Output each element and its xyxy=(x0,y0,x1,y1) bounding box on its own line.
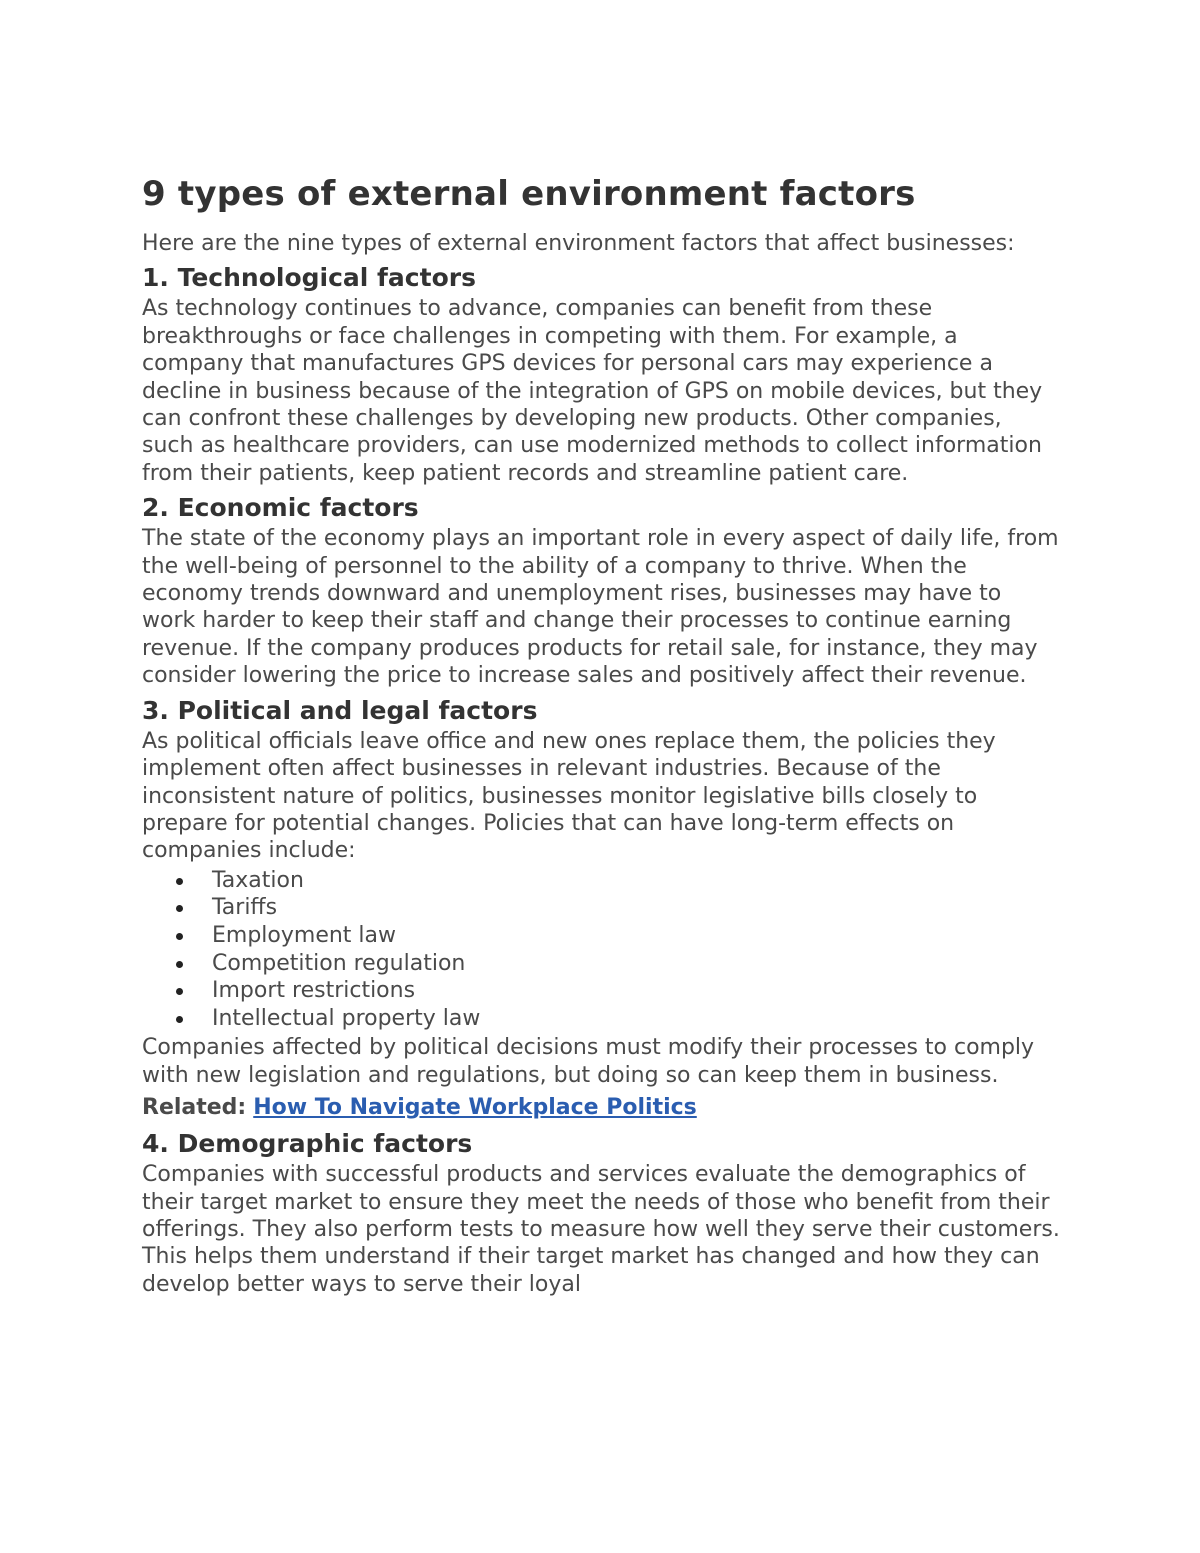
related-line xyxy=(142,1093,1060,1123)
section-body-economic: The state of the economy plays an important role in every aspect of daily life, from the well-being of personnel to the ability of a company to thrive. When the economy trends downward and unemployment rises, businesses may have to work harder to keep their staff and change their processes to continue earning revenue. If the company produces products for retail sale, for instance, they may consider lowering the price to increase sales and positively affect their revenue. xyxy=(142,526,1059,689)
list-item: Intellectual property law xyxy=(212,1005,1060,1033)
list-item: Import restrictions xyxy=(212,977,1060,1005)
related-link[interactable]: How To Navigate Workplace Politics xyxy=(253,1095,697,1121)
list-item: Tariffs xyxy=(212,894,1060,922)
section-heading-economic: 2. Economic factors xyxy=(142,493,419,523)
section-body-technological: As technology continues to advance, companies can benefit from these breakthroughs or face challenges in competing with them. For example, a company that manufactures GPS devices for personal cars may experience a decline in business because of the integration of GPS on mobile devices, but they can confront these challenges by developing new products. Other companies, such as healthcare providers, can use modernized methods to collect information from their patients, keep patient records and streamline patient care. xyxy=(142,296,1043,486)
section-after-political: Companies affected by political decisions must modify their processes to comply with new legislation and regulations, but doing so can keep them in business. xyxy=(142,1035,1035,1088)
intro-paragraph: Here are the nine types of external environment factors that affect businesses: xyxy=(142,231,1015,256)
list-item: Employment law xyxy=(212,922,1060,950)
section-heading-demographic: 4. Demographic factors xyxy=(142,1129,473,1159)
section-body-demographic: Companies with successful products and services evaluate the demographics of their target market to ensure they meet the needs of those who benefit from their offerings. They also perform tests to measure how well they serve their customers. This helps them understand if their target market has changed and how they can develop better ways to serve their loyal xyxy=(142,1162,1060,1297)
related-label: Related: xyxy=(142,1095,247,1121)
policy-list xyxy=(142,867,1060,1033)
list-item: Competition regulation xyxy=(212,950,1060,978)
section-heading-political: 3. Political and legal factors xyxy=(142,695,538,725)
list-item: Taxation xyxy=(212,867,1060,895)
section-body-political: As political officials leave office and new ones replace them, the policies they implement often affect businesses in relevant industries. Because of the inconsistent nature of politics, businesses monitor legislative bills closely to prepare for potential changes. Policies that can have long-term effects on companies include: xyxy=(142,728,996,864)
section-heading-technological: 1. Technological factors xyxy=(142,263,476,293)
page-title: 9 types of external environment factors xyxy=(142,174,916,214)
